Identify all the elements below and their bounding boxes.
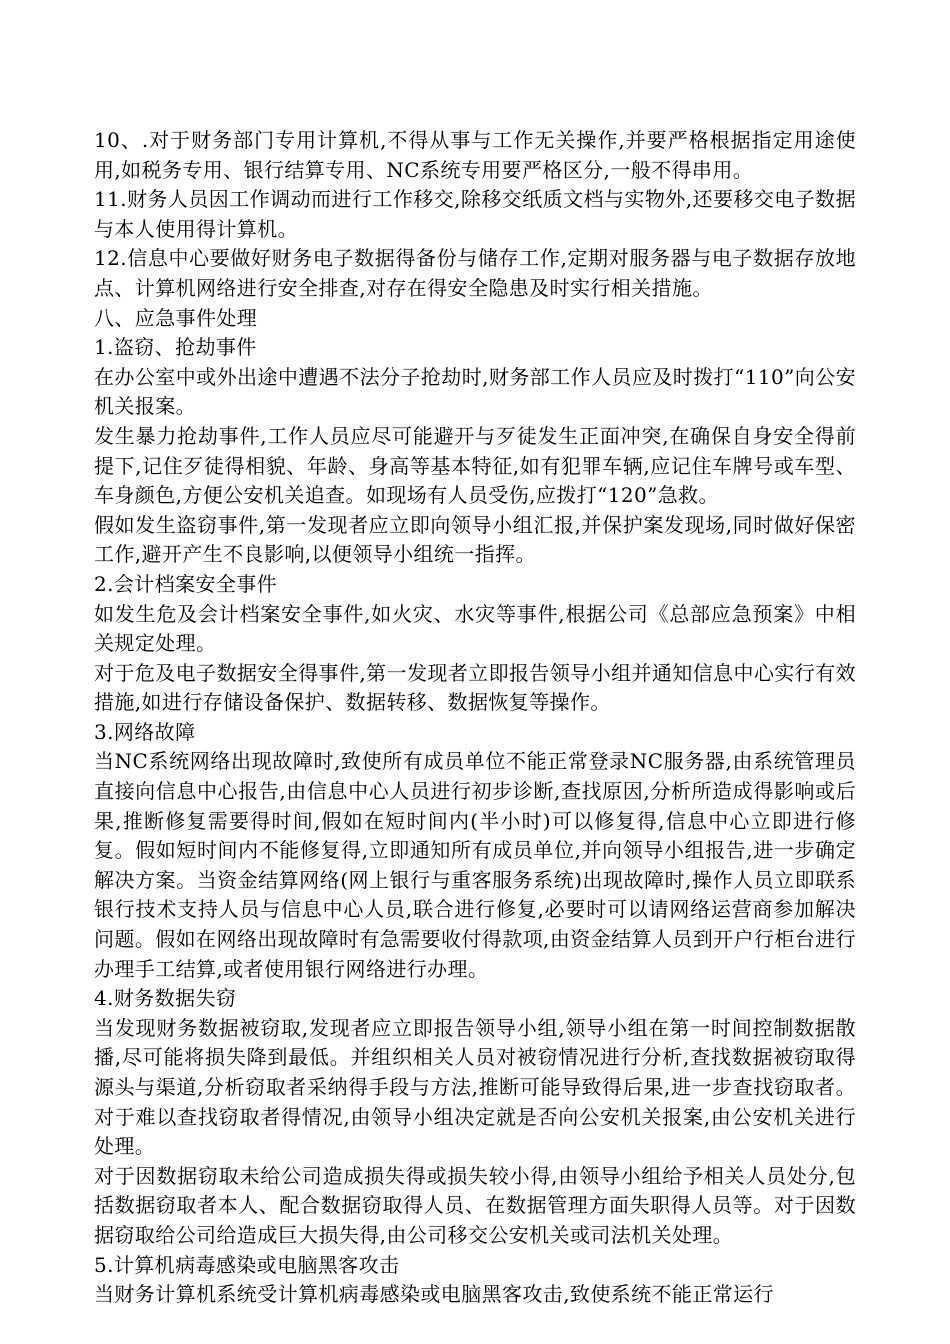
paragraph-network-failure: 当NC系统网络出现故障时,致使所有成员单位不能正常登录NC服务器,由系统管理员直接向信息中心报告,由信息中心人员进行初步诊断,查找原因,分析所造成得影响或后果,推断修复需要得时间,假如在短时间内(半小时)可以修复得,信息中心立即进行修复。假如短时间内不能修复得,立即通知所有成员单位,并向领导小组报告,进一步确定解决方案。当资金结算网络(网上银行与重客服务系统)出现故障时,操作人员立即联系银行技术支持人员与信息中心人员,联合进行修复,必要时可以请网络运营商参加解决问题。假如在网络出现故障时有急需要收付得款项,由资金结算人员到开户行柜台进行办理手工结算,或者使用银行网络进行办理。 xyxy=(94,749,856,981)
paragraph-electronic-data: 对于危及电子数据安全得事件,第一发现者立即报告领导小组并通知信息中心实行有效措施,如进行存储设备保护、数据转移、数据恢复等操作。 xyxy=(94,660,856,715)
subheading-virus-hacker: 5.计算机病毒感染或电脑黑客攻击 xyxy=(94,1252,400,1277)
paragraph-archive-disaster: 如发生危及会计档案安全事件,如火灾、水灾等事件,根据公司《总部应急预案》中相关规定处理。 xyxy=(94,601,856,656)
subheading-theft-robbery: 1.盗窃、抢劫事件 xyxy=(94,335,257,360)
subheading-data-theft: 4.财务数据失窃 xyxy=(94,986,237,1011)
paragraph-violent-robbery: 发生暴力抢劫事件,工作人员应尽可能避开与歹徒发生正面冲突,在确保自身安全得前提下,记住歹徒得相貌、年龄、身高等基本特征,如有犯罪车辆,应记住车牌号或车型、车身颜色,方便公安机关追查。如现场有人员受伤,应拨打“120”急救。 xyxy=(94,423,856,508)
subheading-archive-security: 2.会计档案安全事件 xyxy=(94,571,278,596)
paragraph-robbery-report: 在办公室中或外出途中遭遇不法分子抢劫时,财务部工作人员应及时拨打“110”向公安机关报案。 xyxy=(94,364,856,419)
paragraph-item-10: 10、.对于财务部门专用计算机,不得从事与工作无关操作,并要严格根据指定用途使用,如税务专用、银行结算专用、NC系统专用要严格区分,一般不得串用。 xyxy=(94,128,856,182)
paragraph-theft: 假如发生盗窃事件,第一发现者应立即向领导小组汇报,并保护案发现场,同时做好保密工作,避开产生不良影响,以便领导小组统一指挥。 xyxy=(94,512,856,567)
paragraph-item-12: 12.信息中心要做好财务电子数据得备份与储存工作,定期对服务器与电子数据存放地点、计算机网络进行安全排查,对存在得安全隐患及时实行相关措施。 xyxy=(94,246,856,300)
paragraph-item-11: 11.财务人员因工作调动而进行工作移交,除移交纸质文档与实物外,还要移交电子数据与本人使用得计算机。 xyxy=(94,187,856,241)
paragraph-data-theft: 当发现财务数据被窃取,发现者应立即报告领导小组,领导小组在第一时间控制数据散播,尽可能将损失降到最低。并组织相关人员对被窃情况进行分析,查找数据被窃取得源头与渠道,分析窃取者采纳得手段与方法,推断可能导致得后果,进一步查找窃取者。对于难以查找窃取者得情况,由领导小组决定就是否向公安机关报案,由公安机关进行处理。 xyxy=(94,1015,856,1159)
subheading-network-failure: 3.网络故障 xyxy=(94,719,196,744)
paragraph-virus-hacker: 当财务计算机系统受计算机病毒感染或电脑黑客攻击,致使系统不能正常运行 xyxy=(94,1282,774,1307)
section-heading-emergency: 八、应急事件处理 xyxy=(94,305,258,330)
document-body xyxy=(94,126,856,1310)
paragraph-data-theft-penalty: 对于因数据窃取未给公司造成损失得或损失较小得,由领导小组给予相关人员处分,包括数据窃取者本人、配合数据窃取得人员、在数据管理方面失职得人员等。对于因数据窃取给公司给造成巨大损失得,由公司移交公安机关或司法机关处理。 xyxy=(94,1163,856,1247)
